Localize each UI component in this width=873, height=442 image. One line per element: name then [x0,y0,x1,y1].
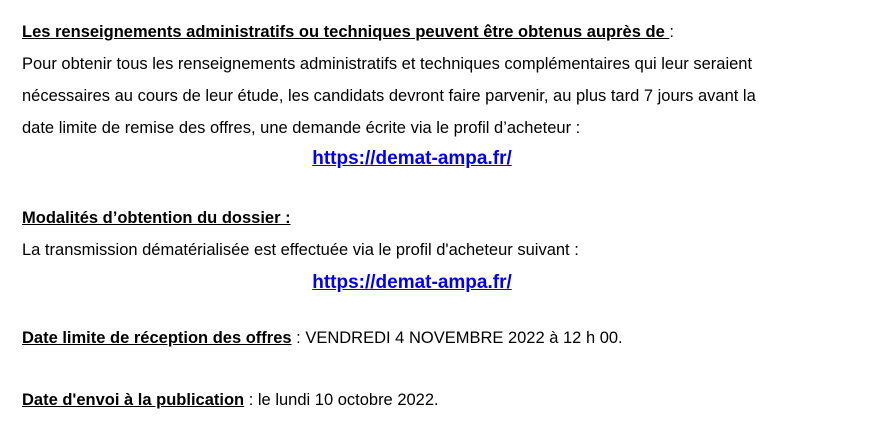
info-paragraph-line-2: nécessaires au cours de leur étude, les candidats devront faire parvenir, au plus tard 7 jours avant la [22,87,756,105]
publication-date-heading: Date d'envoi à la publication [22,391,245,409]
info-paragraph-line-1: Pour obtenir tous les renseignements administratifs et techniques complémentaires qui leur seraient [22,55,753,73]
info-paragraph-line-3: date limite de remise des offres, une demande écrite via le profil d’acheteur : [22,119,581,137]
dossier-link-line [22,272,802,294]
info-heading: Les renseignements administratifs ou techniques peuvent être obtenus auprès de [22,23,670,41]
publication-date-line [22,390,439,410]
deadline-heading: Date limite de réception des offres [22,329,292,347]
info-heading-colon: : [669,23,674,41]
info-heading-line [22,22,674,42]
buyer-profile-link[interactable]: https://demat-ampa.fr/ [312,148,512,169]
info-link-line [22,148,802,170]
publication-date-value: : le lundi 10 octobre 2022. [244,391,439,409]
deadline-value: : VENDREDI 4 NOVEMBRE 2022 à 12 h 00. [291,329,623,347]
dossier-heading: Modalités d’obtention du dossier : [22,209,291,227]
deadline-line [22,328,623,348]
dossier-heading-line [22,208,291,228]
dossier-paragraph: La transmission dématérialisée est effectuée via le profil d'acheteur suivant : [22,241,579,259]
dossier-profile-link[interactable]: https://demat-ampa.fr/ [312,272,512,293]
